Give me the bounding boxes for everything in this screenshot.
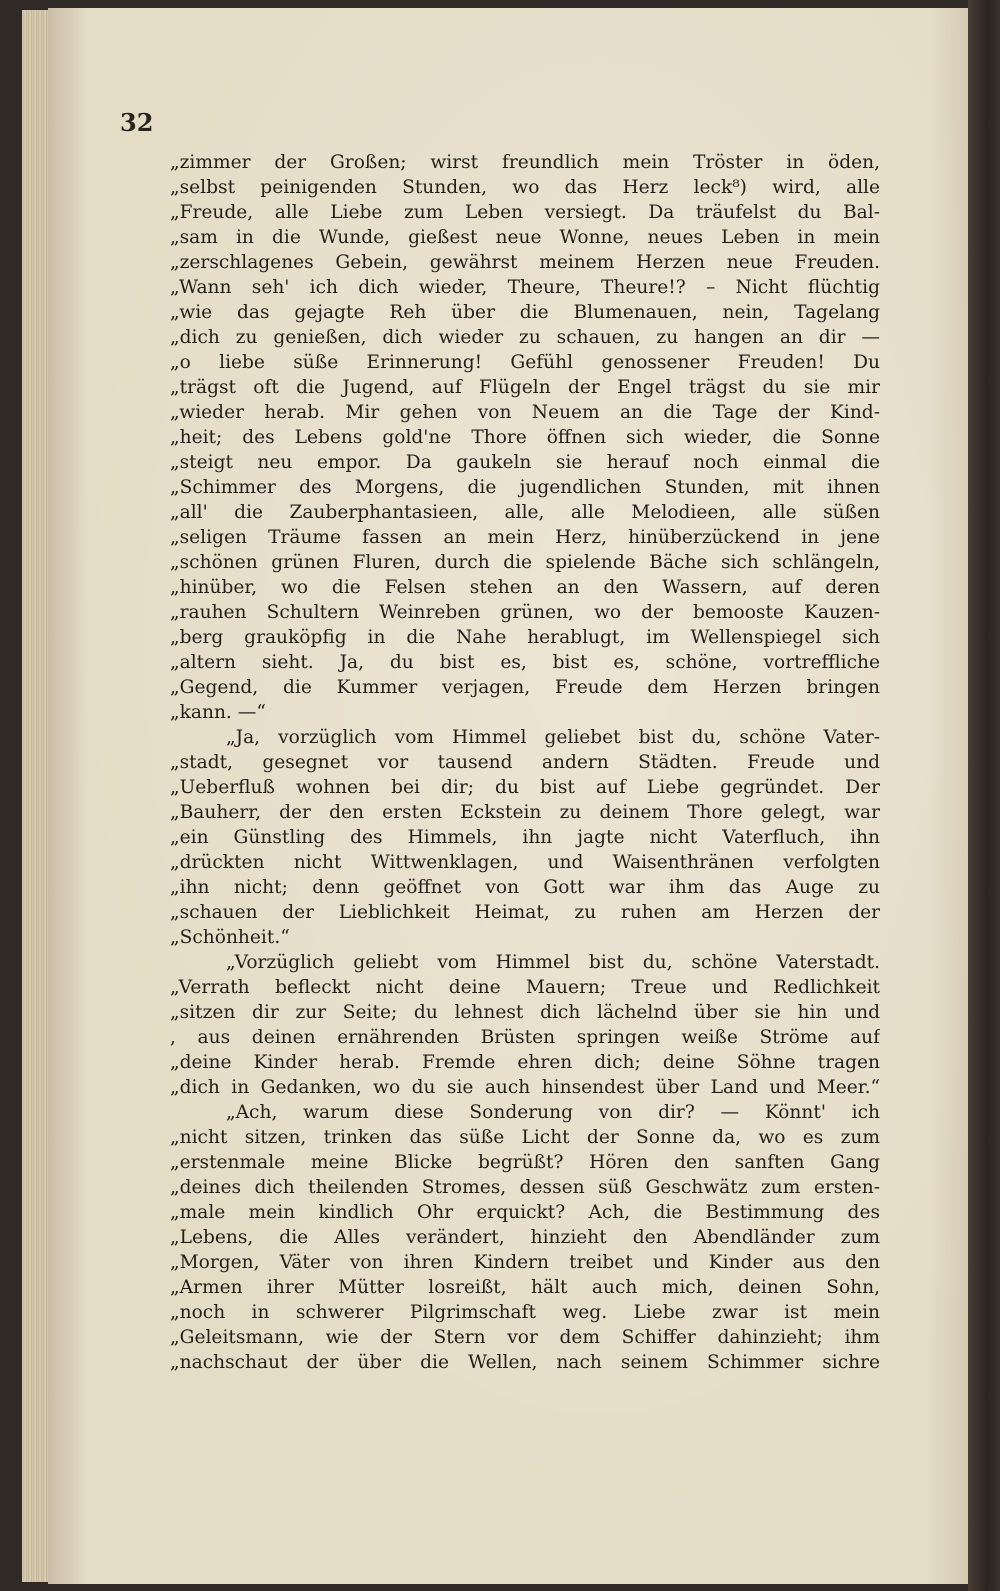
text-line: „Geleitsmann, wie der Stern vor dem Schiffer dahinzieht; ihm	[170, 1327, 880, 1348]
text-line: „Ja, vorzüglich vom Himmel geliebet bist du, schöne Vater-	[226, 727, 880, 748]
text-line: „berg grauköpfig in die Nahe herablugt, im Wellenspiegel sich	[170, 627, 880, 648]
text-line: „Bauherr, der den ersten Eckstein zu deinem Thore gelegt, war	[170, 802, 880, 823]
text-line: „Morgen, Väter von ihren Kindern treibet und Kinder aus den	[170, 1252, 880, 1273]
text-line: „selbst peinigenden Stunden, wo das Herz leck⁸) wird, alle	[170, 177, 880, 198]
text-line: „stadt, gesegnet vor tausend andern Städten. Freude und	[170, 752, 880, 773]
text-line: „Schimmer des Morgens, die jugendlichen Stunden, mit ihnen	[170, 477, 880, 498]
text-line: „all' die Zauberphantasieen, alle, alle Melodieen, alle süßen	[170, 502, 880, 523]
text-line: „noch in schwerer Pilgrimschaft weg. Liebe zwar ist mein	[170, 1302, 880, 1323]
text-line: „zimmer der Großen; wirst freundlich mein Tröster in öden,	[170, 152, 880, 173]
text-line: „schönen grünen Fluren, durch die spielende Bäche sich schlängeln,	[170, 552, 880, 573]
text-line: „nicht sitzen, trinken das süße Licht der Sonne da, wo es zum	[170, 1127, 880, 1148]
text-line: „dich zu genießen, dich wieder zu schauen, zu hangen an dir —	[170, 327, 880, 348]
text-line: „wieder herab. Mir gehen von Neuem an die Tage der Kind-	[170, 402, 880, 423]
text-line: „Verrath befleckt nicht deine Mauern; Treue und Redlichkeit	[170, 977, 880, 998]
text-line: „altern sieht. Ja, du bist es, bist es, schöne, vortreffliche	[170, 652, 880, 673]
text-line: , aus deinen ernährenden Brüsten springen weiße Ströme auf	[170, 1027, 880, 1048]
text-line: „Freude, alle Liebe zum Leben versiegt. Da träufelst du Bal-	[170, 202, 880, 223]
page-number: 32	[120, 108, 154, 137]
text-line: „Lebens, die Alles verändert, hinzieht den Abendländer zum	[170, 1227, 880, 1248]
text-line: „dich in Gedanken, wo du sie auch hinsendest über Land und Meer.“	[170, 1077, 880, 1098]
text-line: „o liebe süße Erinnerung! Gefühl genossener Freuden! Du	[170, 352, 880, 373]
text-line: „drückten nicht Wittwenklagen, und Waisenthränen verfolgten	[170, 852, 880, 873]
text-line: „rauhen Schultern Weinreben grünen, wo der bemooste Kauzen-	[170, 602, 880, 623]
text-line: „kann. —“	[170, 702, 266, 723]
text-line: „ein Günstling des Himmels, ihn jagte nicht Vaterfluch, ihn	[170, 827, 880, 848]
text-line: „zerschlagenes Gebein, gewährst meinem Herzen neue Freuden.	[170, 252, 880, 273]
text-line: „deines dich theilenden Stromes, dessen süß Geschwätz zum ersten-	[170, 1177, 880, 1198]
text-line: „Ueberfluß wohnen bei dir; du bist auf Liebe gegründet. Der	[170, 777, 880, 798]
text-line: „heit; des Lebens gold'ne Thore öffnen sich wieder, die Sonne	[170, 427, 880, 448]
text-line: „Schönheit.“	[170, 927, 290, 948]
text-line: „ihn nicht; denn geöffnet von Gott war ihm das Auge zu	[170, 877, 880, 898]
text-line: „wie das gejagte Reh über die Blumenauen, nein, Tagelang	[170, 302, 880, 323]
text-line: „Gegend, die Kummer verjagen, Freude dem Herzen bringen	[170, 677, 880, 698]
page-text	[170, 150, 880, 1375]
text-line: „hinüber, wo die Felsen stehen an den Wassern, auf deren	[170, 577, 880, 598]
text-line: „trägst oft die Jugend, auf Flügeln der Engel trägst du sie mir	[170, 377, 880, 398]
text-line: „Vorzüglich geliebt vom Himmel bist du, schöne Vaterstadt.	[226, 952, 880, 973]
text-line: „erstenmale meine Blicke begrüßt? Hören den sanften Gang	[170, 1152, 880, 1173]
text-line: „nachschaut der über die Wellen, nach seinem Schimmer sichre	[170, 1352, 880, 1373]
text-line: „seligen Träume fassen an mein Herz, hinüberzückend in jene	[170, 527, 880, 548]
text-line: „Armen ihrer Mütter losreißt, hält auch mich, deinen Sohn,	[170, 1277, 880, 1298]
text-line: „male mein kindlich Ohr erquickt? Ach, die Bestimmung des	[170, 1202, 880, 1223]
text-line: „Wann seh' ich dich wieder, Theure, Theure!? – Nicht flüchtig	[170, 277, 880, 298]
text-line: „sam in die Wunde, gießest neue Wonne, neues Leben in mein	[170, 227, 880, 248]
text-line: „steigt neu empor. Da gaukeln sie herauf noch einmal die	[170, 452, 880, 473]
book-cover-edge	[968, 0, 1000, 1591]
text-line: „sitzen dir zur Seite; du lehnest dich lächelnd über sie hin und	[170, 1002, 880, 1023]
text-line: „deine Kinder herab. Fremde ehren dich; deine Söhne tragen	[170, 1052, 880, 1073]
text-line: „schauen der Lieblichkeit Heimat, zu ruhen am Herzen der	[170, 902, 880, 923]
text-line: „Ach, warum diese Sonderung von dir? — Könnt' ich	[226, 1102, 880, 1123]
